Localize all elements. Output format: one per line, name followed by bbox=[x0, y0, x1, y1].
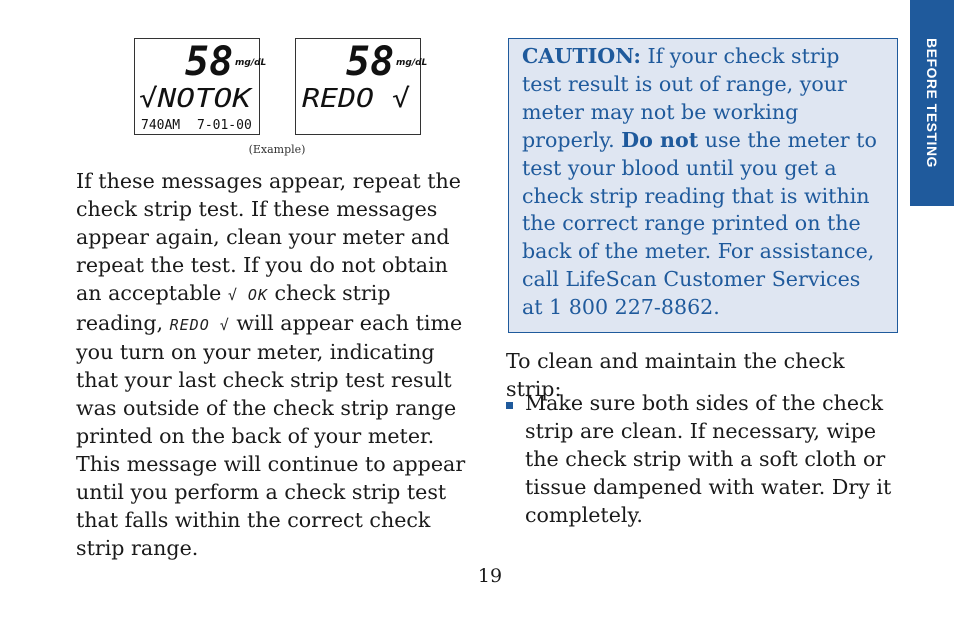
caution-label: CAUTION: bbox=[522, 44, 641, 68]
list-item-text: Make sure both sides of the check strip are clean. If necessary, wipe the check strip with a soft cloth or tissue dampened with water. Dry it completely. bbox=[525, 391, 892, 527]
meter-reading: 58 bbox=[185, 39, 234, 85]
meter-message: √NOTOK bbox=[139, 84, 254, 114]
ok-display-symbol: √ OK bbox=[227, 285, 268, 304]
meter-unit: mg/dL bbox=[235, 58, 267, 68]
section-tab bbox=[910, 0, 954, 206]
meter-display-notok-graphic bbox=[135, 39, 267, 134]
meter-display-redo-graphic bbox=[296, 39, 428, 134]
instructions-part-2: check strip reading, bbox=[76, 280, 391, 335]
section-tab-label: BEFORE TESTING bbox=[924, 38, 940, 168]
cleaning-intro: To clean and maintain the check strip: bbox=[506, 349, 845, 401]
square-bullet-icon bbox=[506, 402, 513, 409]
caution-emphasis: Do not bbox=[621, 127, 699, 152]
check-strip-instructions bbox=[76, 168, 476, 563]
caution-text-1: If your check strip test result is out of range, your meter may not be working properly. bbox=[522, 44, 847, 152]
meter-reading: 58 bbox=[346, 39, 395, 85]
meter-time: 740AM bbox=[141, 118, 181, 133]
meter-display-redo bbox=[295, 38, 428, 135]
redo-display-symbol: REDO √ bbox=[169, 315, 230, 334]
figure-caption: (Example) bbox=[248, 143, 306, 156]
instructions-part-1: If these messages appear, repeat the check strip test. If these messages appear again, clean your meter and repeat the test. If you do not obtain an acceptable bbox=[76, 169, 461, 305]
meter-message: REDO √ bbox=[302, 84, 411, 114]
list-item bbox=[506, 390, 906, 530]
caution-text-2: use the meter to test your blood until you get a check strip reading that is within the correct range printed on the back of the meter. For assistance, call LifeScan Customer Services at 1 800 227-8862. bbox=[522, 127, 877, 320]
meter-date: 7-01-00 bbox=[197, 118, 252, 133]
caution-box bbox=[508, 38, 898, 333]
instructions-part-3: will appear each time you turn on your meter, indicating that your last check strip test result was outside of the check strip range printed on the back of your meter. This message will continue to appear until you perform a check strip test that falls within the correct check strip range. bbox=[76, 310, 466, 560]
page-number: 19 bbox=[477, 565, 503, 587]
meter-unit: mg/dL bbox=[396, 58, 428, 68]
meter-display-notok bbox=[134, 38, 267, 135]
